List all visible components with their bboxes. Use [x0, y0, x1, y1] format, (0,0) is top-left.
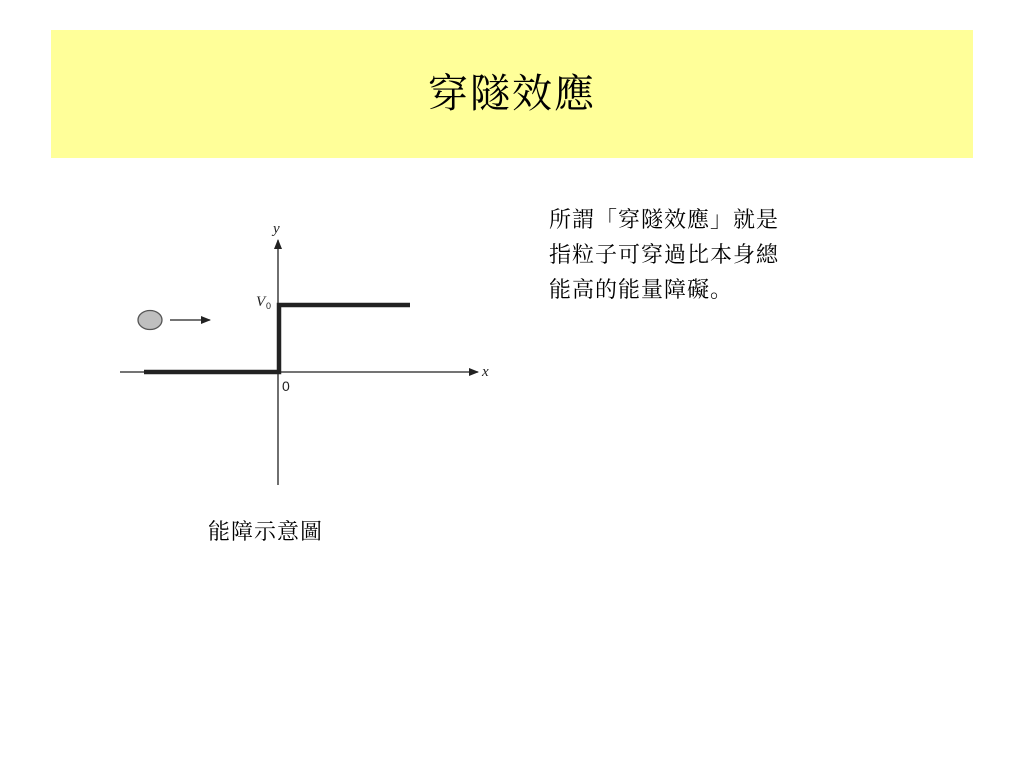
- description-line: 能高的能量障礙。: [549, 278, 734, 303]
- title-banner: [51, 30, 973, 158]
- description-text: [549, 203, 849, 308]
- barrier-height-symbol: V: [256, 294, 266, 310]
- y-axis-label: y: [273, 221, 280, 237]
- barrier-height-subscript: 0: [266, 301, 272, 311]
- potential-step-line: [144, 305, 410, 372]
- description-line: 指粒子可穿過比本身總: [549, 243, 780, 268]
- slide-title: 穿隧效應: [428, 71, 596, 117]
- x-axis-label: x: [482, 364, 489, 380]
- particle: [138, 311, 162, 330]
- origin-label: 0: [282, 378, 290, 394]
- description-line: 所謂「穿隧效應」就是: [549, 208, 780, 233]
- diagram-caption: 能障示意圖: [208, 520, 324, 545]
- potential-barrier-diagram: [110, 210, 510, 500]
